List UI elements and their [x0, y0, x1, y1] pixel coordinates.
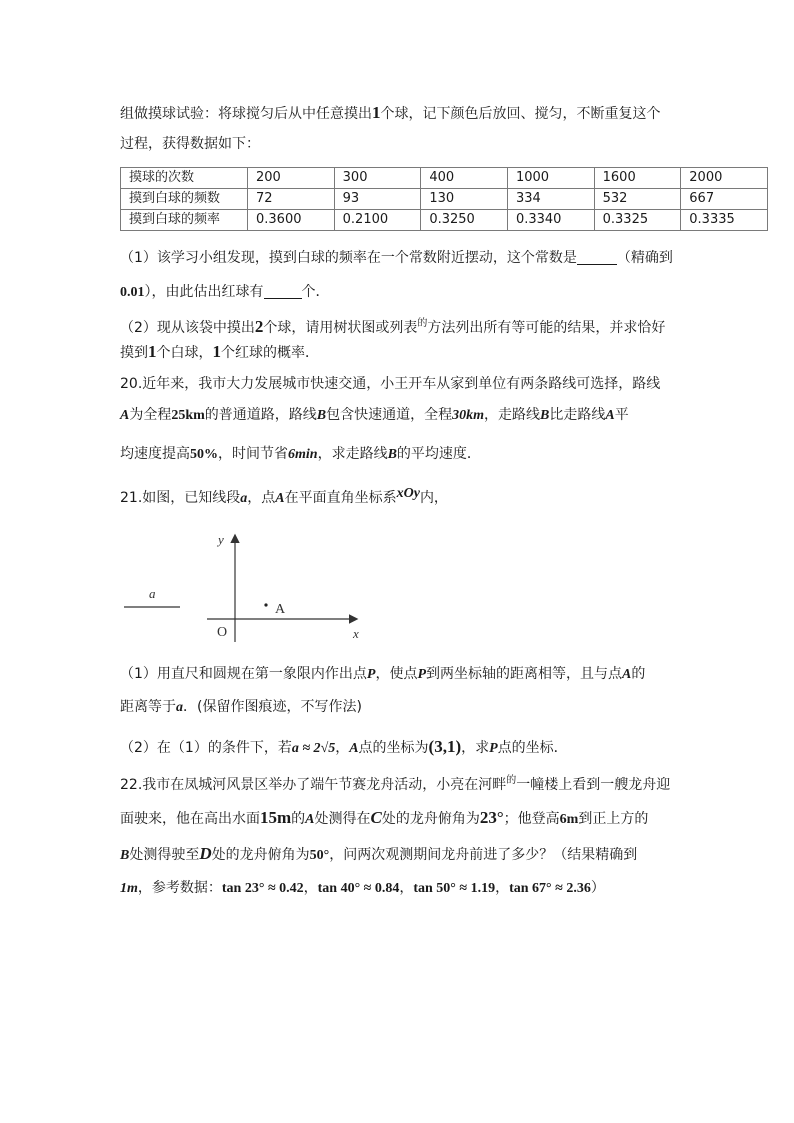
text: （2）在（1）的条件下，若: [120, 740, 292, 756]
q20-line3: [120, 444, 481, 465]
table-cell: 2000: [681, 168, 768, 189]
q21-part1-line2: [120, 697, 362, 718]
table-row-header: 摸到白球的频率: [121, 210, 248, 231]
text: 到正上方的: [578, 811, 649, 827]
table-cell: 72: [248, 189, 335, 210]
math-number: 6min: [288, 447, 318, 462]
text: ，: [303, 880, 318, 896]
table-cell: 0.3600: [248, 210, 335, 231]
table-cell: 300: [334, 168, 421, 189]
math-var: C: [370, 808, 382, 827]
math-number: 0.01: [120, 285, 145, 300]
text: 21.如图，已知线段: [120, 490, 241, 506]
text: 个白球，: [156, 345, 213, 361]
text: ，时间节省: [218, 446, 288, 462]
math-number: 2: [254, 317, 264, 336]
table-cell: 130: [421, 189, 508, 210]
text: 个球，请用树状图或列表: [263, 320, 418, 336]
text: 的平均速度．: [396, 446, 481, 462]
math-var: P: [489, 741, 498, 756]
text: 为全程: [129, 407, 172, 423]
table-cell: 0.2100: [334, 210, 421, 231]
math-number: 1m: [120, 881, 138, 896]
q20-line2: [120, 405, 629, 426]
text: 处测得驶至: [129, 847, 200, 863]
q22-line3: [120, 844, 637, 866]
q19-intro-line1: [120, 103, 661, 124]
q19-part2-line2: [120, 342, 319, 363]
point-a-label: A: [275, 602, 286, 617]
text: 个红球的概率．: [221, 345, 319, 361]
text: 处的龙舟俯角为: [381, 811, 480, 827]
text: 22.我市在凤城河风景区举办了端午节赛龙舟活动，小亮在河畔: [120, 777, 507, 793]
table-cell: 0.3250: [421, 210, 508, 231]
text: 的: [506, 775, 517, 786]
math-var: a: [240, 491, 248, 506]
text: ，走路线: [484, 407, 541, 423]
math-var: A: [305, 812, 315, 827]
math-var: A: [605, 408, 615, 423]
text: ，: [399, 880, 414, 896]
text: ，: [335, 740, 350, 756]
math-coordinate: (3,1): [428, 737, 462, 756]
math-var: A: [349, 741, 359, 756]
math-var: xOy: [396, 486, 420, 501]
table-row: [121, 210, 768, 231]
math-expression: a ≈ 2√5: [291, 741, 336, 756]
math-number: 50%: [190, 447, 218, 462]
text: 的: [417, 318, 428, 329]
math-var: A: [120, 408, 130, 423]
table-cell: 1000: [507, 168, 594, 189]
math-var: B: [316, 408, 327, 423]
reference-value: tan 67° ≈ 2.36: [509, 881, 591, 896]
text: （精确到: [616, 250, 673, 266]
text: ，求: [461, 740, 490, 756]
text: 个．: [301, 284, 330, 300]
text: ，点: [247, 490, 276, 506]
text: ）: [590, 880, 605, 896]
text: 组做摸球试验：将球搅匀后从中任意摸出: [120, 106, 372, 122]
text: ；他登高: [503, 811, 560, 827]
text: ，参考数据：: [137, 880, 222, 896]
q21-line1: [120, 484, 448, 509]
text: （1）用直尺和圆规在第一象限内作出点: [120, 666, 367, 682]
table-row: [121, 189, 768, 210]
text: 的: [291, 811, 306, 827]
text: 20.近年来，我市大力发展城市快速交通，小王开车从家到单位有两条路线可选择，路线: [120, 376, 661, 392]
table-row: [121, 168, 768, 189]
math-var: A: [622, 667, 632, 682]
reference-value: tan 23° ≈ 0.42: [221, 881, 304, 896]
q20-line1: [120, 374, 660, 394]
math-var: D: [199, 844, 212, 863]
text: 包含快速通道，全程: [326, 407, 453, 423]
text: 到两坐标轴的距离相等，且与点: [426, 666, 623, 682]
q22-line4: [120, 878, 605, 899]
math-var: B: [120, 848, 130, 863]
text: 距离等于: [120, 699, 176, 715]
table-cell: 400: [421, 168, 508, 189]
text: 比走路线: [549, 407, 606, 423]
math-angle: 50°: [309, 848, 330, 863]
coordinate-diagram: [120, 530, 380, 645]
text: 过程，获得数据如下：: [120, 136, 260, 152]
math-number: 1: [148, 342, 157, 361]
table-cell: 93: [334, 189, 421, 210]
text: 内，: [419, 490, 448, 506]
answer-blank: [577, 250, 617, 265]
answer-blank: [264, 284, 302, 299]
table-cell: 1600: [594, 168, 681, 189]
coordinate-figure: [120, 530, 380, 645]
text: 处测得在: [314, 811, 371, 827]
table-row-header: 摸到白球的频数: [121, 189, 248, 210]
reference-value: tan 50° ≈ 1.19: [413, 881, 496, 896]
math-number: 30km: [452, 408, 485, 423]
math-angle: 23°: [479, 808, 504, 827]
text: 面驶来，他在高出水面: [120, 811, 260, 827]
text: 的: [631, 666, 646, 682]
text: 个球，记下颜色后放回、搅匀，不断重复这个: [380, 106, 661, 122]
math-var: B: [387, 447, 397, 462]
math-number: 1: [372, 103, 381, 122]
segment-a-label: a: [149, 586, 156, 601]
frequency-table: [120, 167, 768, 231]
table-cell: 200: [248, 168, 335, 189]
q19-part1-line1: [120, 248, 673, 268]
text: （2）现从该袋中摸出: [120, 320, 255, 336]
q22-line2: [120, 808, 648, 830]
text: 一幢楼上看到一艘龙舟迎: [516, 777, 671, 793]
math-var: P: [366, 667, 376, 682]
table-cell: 0.3340: [507, 210, 594, 231]
text: ，: [495, 880, 510, 896]
text: ，求走路线: [317, 446, 388, 462]
text: 的普通道路，路线: [204, 407, 317, 423]
table-cell: 532: [594, 189, 681, 210]
text: 方法列出所有等可能的结果，并求恰好: [427, 320, 666, 336]
point-a: [264, 603, 267, 606]
text: （1）该学习小组发现，摸到白球的频率在一个常数附近摆动，这个常数是: [120, 250, 577, 266]
text: ．(保留作图痕迹，不写作法): [183, 699, 362, 715]
text: 点的坐标为: [358, 740, 429, 756]
text: ，使点: [375, 666, 418, 682]
q19-part2-line1: [120, 314, 665, 338]
math-number: 25km: [171, 408, 205, 423]
table-cell: 667: [681, 189, 768, 210]
x-label: x: [353, 626, 359, 641]
text: 在平面直角坐标系: [284, 490, 397, 506]
table-cell: 0.3335: [681, 210, 768, 231]
text: ，问两次观测期间龙舟前进了多少？（结果精确到: [329, 847, 638, 863]
q19-intro-line2: [120, 134, 260, 154]
math-number: 15m: [260, 808, 292, 827]
q22-line1: [120, 771, 670, 795]
math-var: A: [275, 491, 285, 506]
table-cell: 334: [507, 189, 594, 210]
table-cell: 0.3325: [594, 210, 681, 231]
text: 处的龙舟俯角为: [211, 847, 310, 863]
math-var: P: [417, 667, 427, 682]
origin-label: O: [217, 625, 228, 640]
y-label: y: [218, 532, 224, 547]
reference-value: tan 40° ≈ 0.84: [317, 881, 400, 896]
math-number: 1: [212, 342, 221, 361]
q19-part1-line2: [120, 282, 330, 303]
math-number: 6m: [559, 812, 579, 827]
text: 平: [614, 407, 629, 423]
text: 点的坐标．: [497, 740, 568, 756]
math-var: a: [176, 700, 183, 715]
math-var: B: [540, 408, 550, 423]
text: 均速度提高: [120, 446, 190, 462]
q21-part2-line: [120, 737, 568, 759]
table-row-header: 摸球的次数: [121, 168, 248, 189]
text: 摸到: [120, 345, 148, 361]
text: ），由此估出红球有: [144, 284, 264, 300]
q21-part1-line1: [120, 664, 645, 685]
